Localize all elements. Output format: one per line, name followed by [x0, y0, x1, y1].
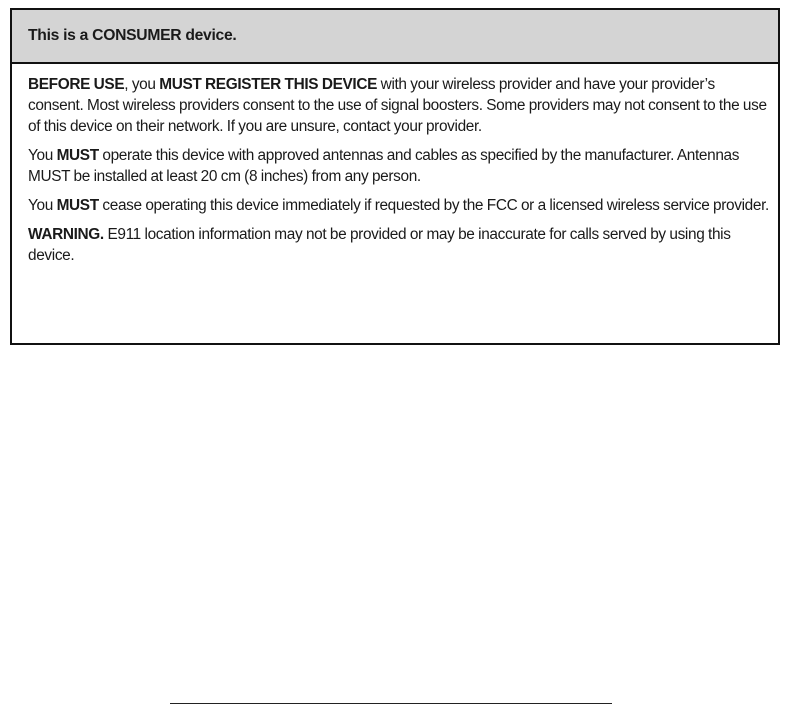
cease-text: cease operating this device immediately if requested by the FCC or a licensed wireless service provider.: [98, 197, 769, 214]
registration-connector: , you: [124, 76, 160, 93]
warning-label: WARNING.: [28, 226, 104, 243]
antenna-paragraph: [28, 145, 770, 187]
notice-header: [12, 10, 778, 64]
before-use-label: BEFORE USE: [28, 76, 125, 93]
antenna-prefix: You: [28, 147, 57, 164]
e911-warning-paragraph: [28, 224, 770, 266]
cease-operation-paragraph: [28, 195, 770, 216]
notice-title: This is a CONSUMER device.: [28, 27, 237, 44]
registration-paragraph: [28, 74, 770, 137]
cease-prefix: You: [28, 197, 57, 214]
registration-text: with your wireless provider and have your provider’s consent. Most wireless providers consent to the use of signal boosters. Some providers may not consent to the use of this device on their network. If you are unsure, contact your provider.: [28, 76, 767, 135]
footnote-separator-line: [170, 703, 612, 704]
must-register-label: MUST REGISTER THIS DEVICE: [159, 76, 378, 93]
antenna-text: operate this device with approved antennas and cables as specified by the manufacturer. Antennas MUST be installed at least 20 cm (8 inches) from any person.: [28, 147, 740, 185]
warning-text: E911 location information may not be provided or may be inaccurate for calls served by using this device.: [28, 226, 731, 264]
cease-must-label: MUST: [56, 197, 99, 214]
notice-body: [12, 64, 778, 266]
antenna-must-label: MUST: [56, 147, 99, 164]
consumer-device-notice: [10, 8, 780, 345]
